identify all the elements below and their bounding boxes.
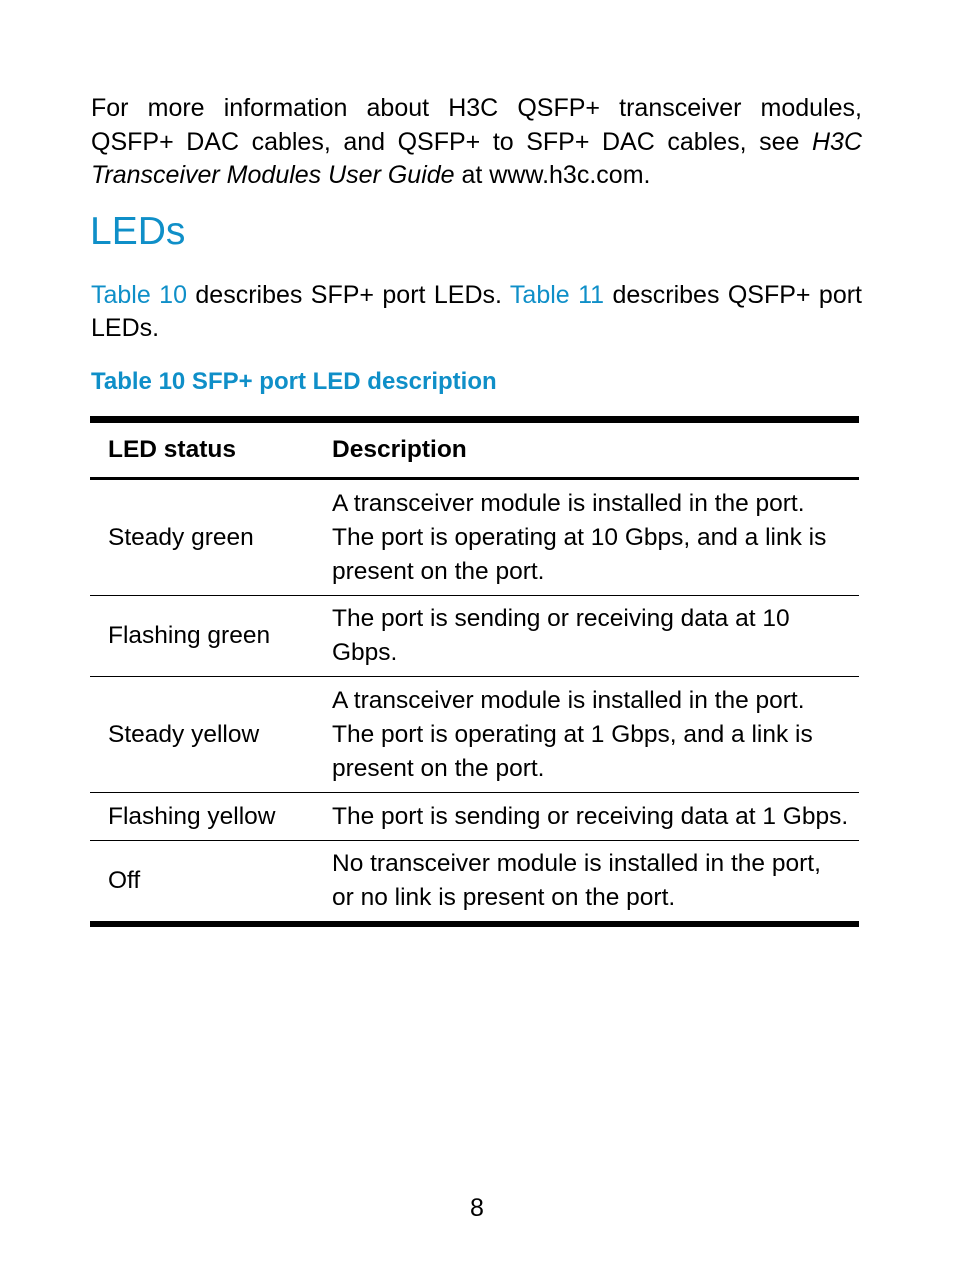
page-number: 8 (470, 1194, 484, 1222)
table-10-link[interactable]: Table 10 (91, 281, 187, 309)
table-row (90, 677, 859, 793)
row-status: Flashing yellow (90, 793, 316, 841)
table-row (90, 793, 859, 841)
lead-paragraph (91, 279, 862, 345)
row-status: Steady green (90, 479, 316, 596)
table-row (90, 596, 859, 677)
row-description: A transceiver module is installed in the port. The port is operating at 1 Gbps, and a link is present on the port. (316, 677, 859, 793)
table-row (90, 479, 859, 596)
header-description: Description (316, 420, 859, 479)
table-caption: Table 10 SFP+ port LED description (91, 368, 497, 395)
row-description: The port is sending or receiving data at 1 Gbps. (316, 793, 859, 841)
row-status: Flashing green (90, 596, 316, 677)
table-11-link[interactable]: Table 11 (509, 281, 605, 309)
guide-title: H3C Transceiver Modules User Guide (91, 127, 862, 189)
row-status: Steady yellow (90, 677, 316, 793)
intro-paragraph (91, 92, 862, 193)
lead-text-2: describes QSFP+ port LEDs. (91, 281, 862, 342)
table-row (90, 841, 859, 925)
lead-text-1: describes SFP+ port LEDs. (186, 281, 510, 309)
section-heading: LEDs (90, 210, 186, 253)
row-description: No transceiver module is installed in the port, or no link is present on the port. (332, 850, 821, 911)
row-description: A transceiver module is installed in the port. The port is operating at 10 Gbps, and a link is present on the port. (316, 479, 859, 596)
intro-text-before: For more information about H3C QSFP+ transceiver modules, QSFP+ DAC cables, and QSFP+ to SFP+ DAC cables, see (91, 94, 862, 156)
row-status: Off (108, 867, 141, 894)
intro-text-after: at www.h3c.com. (454, 161, 651, 189)
header-led-status: LED status (90, 420, 316, 479)
row-description: The port is sending or receiving data at 10 Gbps. (316, 596, 859, 677)
table-header-row (90, 420, 859, 479)
led-table (90, 416, 859, 927)
